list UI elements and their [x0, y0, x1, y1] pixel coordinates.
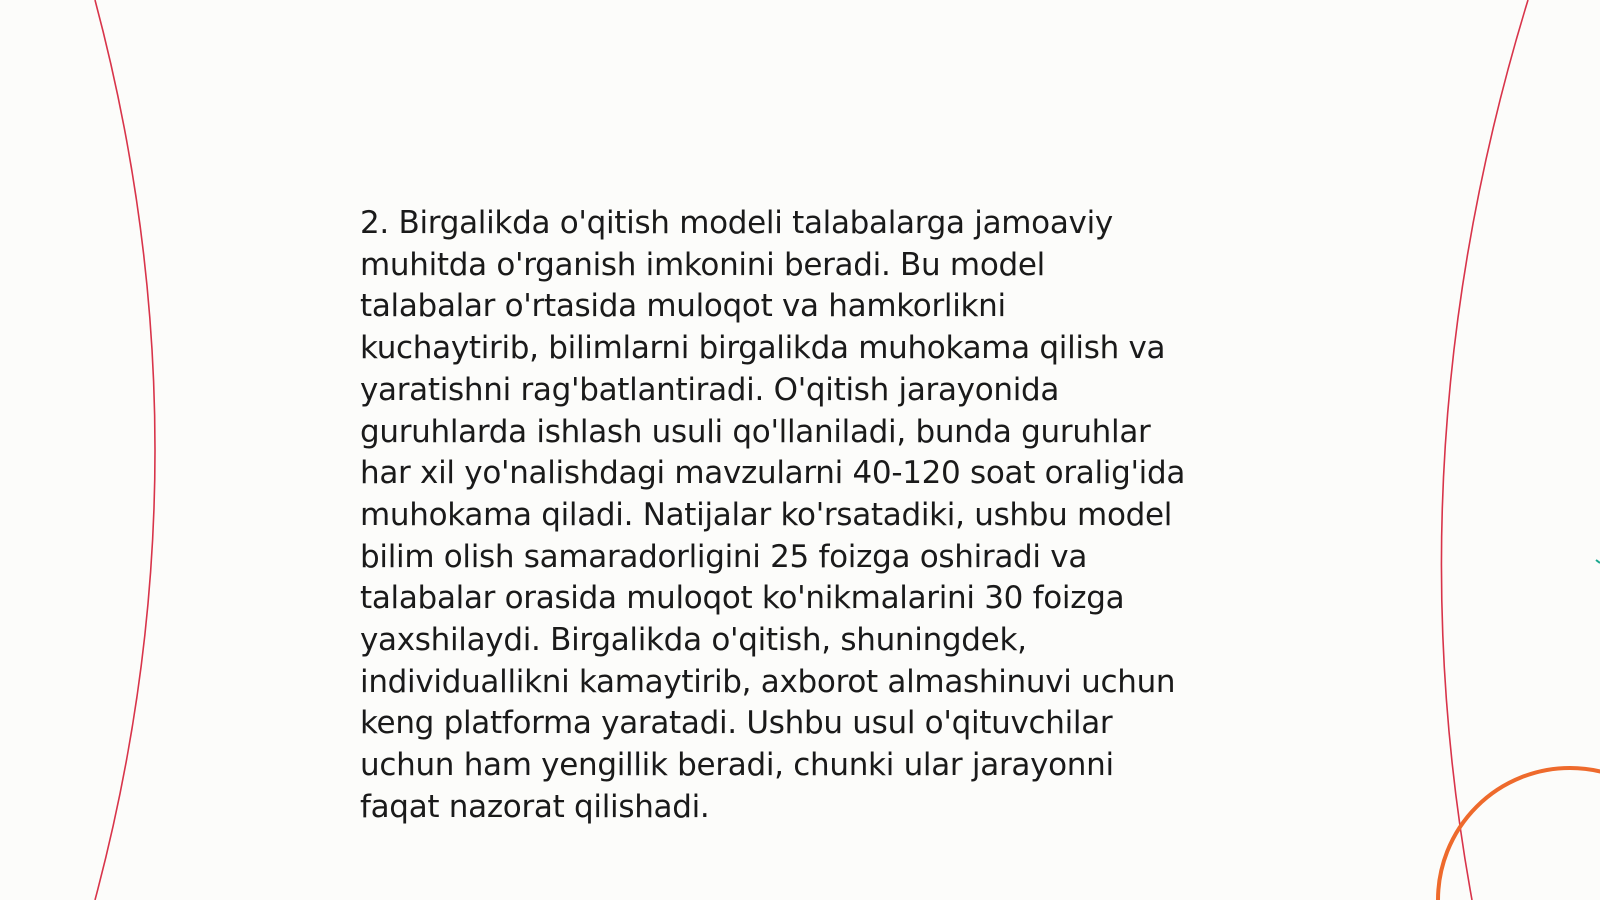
- body-line: muhokama qiladi. Natijalar ko'rsatadiki, ushbu model: [360, 496, 1173, 533]
- body-line: keng platforma yaratadi. Ushbu usul o'qituvchilar: [360, 705, 1113, 742]
- body-line: har xil yo'nalishdagi mavzularni 40-120 soat oralig'ida: [360, 455, 1186, 492]
- body-line: guruhlarda ishlash usuli qo'llaniladi, bunda guruhlar: [360, 413, 1151, 450]
- body-line: faqat nazorat qilishadi.: [360, 788, 710, 825]
- body-line: talabalar orasida muloqot ko'nikmalarini 30 foizga: [360, 580, 1125, 617]
- body-line: muhitda o'rganish imkonini beradi. Bu model: [360, 246, 1045, 283]
- left-curve-line: [95, 0, 155, 900]
- body-line: 2. Birgalikda o'qitish modeli talabalarga jamoaviy: [360, 205, 1113, 241]
- body-line: yaratishni rag'batlantiradi. O'qitish jarayonida: [360, 371, 1060, 408]
- body-line: uchun ham yengillik beradi, chunki ular jarayonni: [360, 747, 1114, 784]
- accent-mark: [1596, 560, 1600, 563]
- body-line: kuchaytirib, bilimlarni birgalikda muhokama qilish va: [360, 330, 1166, 367]
- body-line: talabalar o'rtasida muloqot va hamkorlikni: [360, 288, 1006, 325]
- body-line: bilim olish samaradorligini 25 foizga oshiradi va: [360, 538, 1088, 575]
- body-line: individuallikni kamaytirib, axborot almashinuvi uchun: [360, 663, 1176, 700]
- right-curve-line: [1441, 0, 1528, 900]
- accent-circle: [1438, 768, 1600, 900]
- body-line: yaxshilaydi. Birgalikda o'qitish, shuningdek,: [360, 622, 1027, 659]
- slide-body-text: [360, 203, 1260, 829]
